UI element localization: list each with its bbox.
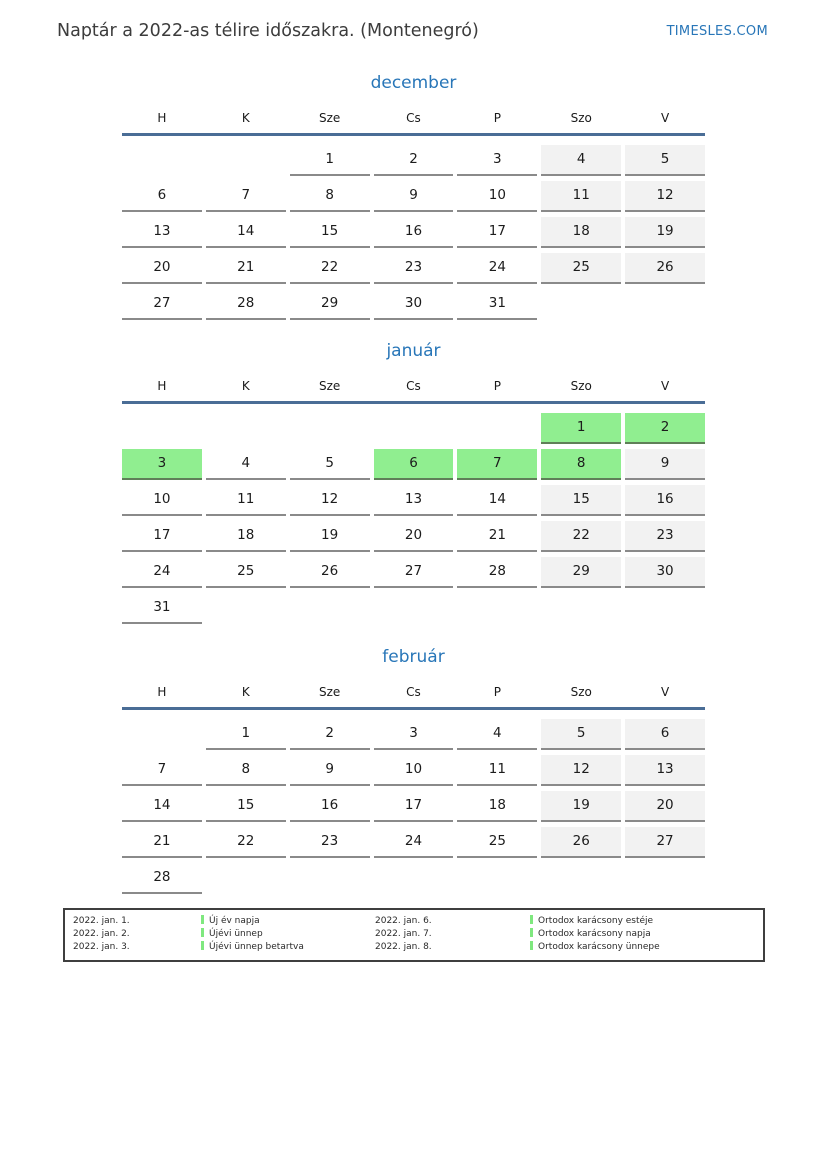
- day-cell: 3: [122, 449, 202, 480]
- day-cell: 15: [290, 217, 370, 248]
- day-cell: 17: [122, 521, 202, 552]
- day-cell: 4: [206, 449, 286, 480]
- day-cell: 11: [457, 755, 537, 786]
- empty-cell: [625, 593, 705, 624]
- weekday-label: K: [241, 111, 250, 125]
- day-cell: 22: [290, 253, 370, 284]
- day-cell: 29: [541, 557, 621, 588]
- weekday-label: Sze: [318, 111, 341, 125]
- holiday-marker-icon: [201, 928, 204, 937]
- day-cell: 24: [374, 827, 454, 858]
- empty-cell: [206, 593, 286, 624]
- day-cell: 2: [374, 145, 454, 176]
- day-cell: 14: [206, 217, 286, 248]
- legend-label-text: Ortodox karácsony estéje: [538, 916, 654, 926]
- day-cell: 30: [374, 289, 454, 320]
- day-cell: 23: [290, 827, 370, 858]
- day-cell: 8: [290, 181, 370, 212]
- day-cell: 12: [625, 181, 705, 212]
- empty-cell: [206, 863, 286, 894]
- weekday-label: P: [493, 379, 501, 393]
- weekday-label: Cs: [406, 685, 421, 699]
- day-cell: 26: [625, 253, 705, 284]
- page-title: Naptár a 2022-as télire időszakra. (Montenegró): [57, 21, 479, 41]
- empty-cell: [374, 593, 454, 624]
- empty-cell: [290, 863, 370, 894]
- weekday-header-row: [122, 111, 705, 136]
- weekday-label: Szo: [570, 111, 592, 125]
- empty-cell: [374, 863, 454, 894]
- day-cell: 31: [457, 289, 537, 320]
- day-cell: 15: [206, 791, 286, 822]
- day-cell: 27: [122, 289, 202, 320]
- day-cell: 13: [374, 485, 454, 516]
- empty-cell: [290, 593, 370, 624]
- weekday-label: V: [660, 111, 670, 125]
- day-cell: 11: [206, 485, 286, 516]
- empty-cell: [457, 863, 537, 894]
- day-cell: 21: [206, 253, 286, 284]
- day-cell: 31: [122, 593, 202, 624]
- day-grid: [122, 719, 705, 894]
- day-cell: 18: [206, 521, 286, 552]
- page-header: [0, 0, 827, 42]
- day-cell: 26: [541, 827, 621, 858]
- day-cell: 1: [290, 145, 370, 176]
- day-cell: 10: [457, 181, 537, 212]
- empty-cell: [290, 413, 370, 444]
- day-cell: 27: [374, 557, 454, 588]
- day-cell: 19: [625, 217, 705, 248]
- day-cell: 14: [122, 791, 202, 822]
- month-title: december: [370, 73, 457, 93]
- day-cell: 5: [290, 449, 370, 480]
- legend-label-text: Újévi ünnep betartva: [209, 941, 304, 952]
- holiday-marker-icon: [530, 941, 533, 950]
- holiday-marker-icon: [530, 915, 533, 924]
- day-cell: 19: [541, 791, 621, 822]
- legend-date: 2022. jan. 7.: [375, 928, 432, 939]
- weekday-label: H: [157, 685, 167, 699]
- day-cell: 10: [122, 485, 202, 516]
- legend-entry: [530, 941, 757, 954]
- day-cell: 3: [457, 145, 537, 176]
- legend-label-text: Ortodox karácsony napja: [538, 928, 651, 939]
- empty-cell: [457, 593, 537, 624]
- day-cell: 6: [374, 449, 454, 480]
- weekday-label: P: [493, 685, 501, 699]
- day-cell: 12: [541, 755, 621, 786]
- day-cell: 23: [625, 521, 705, 552]
- empty-cell: [541, 593, 621, 624]
- day-cell: 2: [290, 719, 370, 750]
- legend-entry: [201, 928, 375, 941]
- day-cell: 27: [625, 827, 705, 858]
- day-grid: [122, 413, 705, 624]
- day-cell: 3: [374, 719, 454, 750]
- holiday-marker-icon: [201, 941, 204, 950]
- day-cell: 14: [457, 485, 537, 516]
- weekday-label: V: [660, 685, 670, 699]
- day-grid: [122, 145, 705, 320]
- weekday-label: Sze: [318, 685, 341, 699]
- weekday-label: V: [660, 379, 670, 393]
- day-cell: 22: [541, 521, 621, 552]
- day-cell: 2: [625, 413, 705, 444]
- month-januar: [122, 340, 705, 624]
- legend-entry: [201, 941, 375, 954]
- empty-cell: [122, 413, 202, 444]
- day-cell: 9: [625, 449, 705, 480]
- day-cell: 18: [541, 217, 621, 248]
- day-cell: 25: [541, 253, 621, 284]
- day-cell: 20: [122, 253, 202, 284]
- legend-date: 2022. jan. 2.: [73, 928, 130, 939]
- day-cell: 7: [457, 449, 537, 480]
- day-cell: 1: [541, 413, 621, 444]
- empty-cell: [541, 863, 621, 894]
- empty-cell: [457, 413, 537, 444]
- day-cell: 22: [206, 827, 286, 858]
- site-link[interactable]: TIMESLES.COM: [666, 24, 768, 39]
- weekday-label: K: [241, 685, 250, 699]
- day-cell: 5: [541, 719, 621, 750]
- day-cell: 13: [625, 755, 705, 786]
- weekday-label: Cs: [406, 379, 421, 393]
- legend-label-text: Ortodox karácsony ünnepe: [538, 941, 660, 952]
- day-cell: 5: [625, 145, 705, 176]
- day-cell: 20: [625, 791, 705, 822]
- day-cell: 4: [541, 145, 621, 176]
- empty-cell: [206, 145, 286, 176]
- day-cell: 4: [457, 719, 537, 750]
- day-cell: 18: [457, 791, 537, 822]
- day-cell: 8: [206, 755, 286, 786]
- weekday-label: P: [493, 111, 501, 125]
- weekday-label: Szo: [570, 685, 592, 699]
- month-title: február: [382, 647, 445, 667]
- day-cell: 11: [541, 181, 621, 212]
- day-cell: 17: [457, 217, 537, 248]
- day-cell: 28: [122, 863, 202, 894]
- day-cell: 16: [290, 791, 370, 822]
- day-cell: 13: [122, 217, 202, 248]
- legend-label-text: Új év napja: [209, 916, 260, 926]
- day-cell: 23: [374, 253, 454, 284]
- day-cell: 28: [206, 289, 286, 320]
- empty-cell: [122, 719, 202, 750]
- day-cell: 16: [374, 217, 454, 248]
- day-cell: 20: [374, 521, 454, 552]
- day-cell: 10: [374, 755, 454, 786]
- weekday-label: H: [157, 111, 167, 125]
- day-cell: 6: [625, 719, 705, 750]
- legend-date: 2022. jan. 3.: [73, 941, 130, 952]
- day-cell: 7: [122, 755, 202, 786]
- day-cell: 1: [206, 719, 286, 750]
- day-cell: 12: [290, 485, 370, 516]
- legend-grid: [73, 915, 757, 953]
- day-cell: 30: [625, 557, 705, 588]
- day-cell: 9: [290, 755, 370, 786]
- months-container: [0, 72, 827, 894]
- legend-label-text: Újévi ünnep: [209, 928, 263, 939]
- day-cell: 15: [541, 485, 621, 516]
- empty-cell: [625, 863, 705, 894]
- empty-cell: [206, 413, 286, 444]
- day-cell: 21: [457, 521, 537, 552]
- month-december: [122, 72, 705, 320]
- day-cell: 24: [457, 253, 537, 284]
- day-cell: 7: [206, 181, 286, 212]
- day-cell: 17: [374, 791, 454, 822]
- legend-entry: [530, 915, 757, 928]
- legend-date: 2022. jan. 1.: [73, 916, 130, 926]
- legend-entry: [201, 915, 375, 928]
- day-cell: 16: [625, 485, 705, 516]
- holiday-marker-icon: [201, 915, 204, 924]
- month-title: január: [386, 341, 441, 361]
- legend-date: 2022. jan. 6.: [375, 916, 432, 926]
- day-cell: 8: [541, 449, 621, 480]
- day-cell: 25: [206, 557, 286, 588]
- empty-cell: [541, 289, 621, 320]
- day-cell: 6: [122, 181, 202, 212]
- legend-entry: [530, 928, 757, 941]
- weekday-label: Szo: [570, 379, 592, 393]
- month-februar: [122, 646, 705, 894]
- day-cell: 24: [122, 557, 202, 588]
- day-cell: 26: [290, 557, 370, 588]
- day-cell: 19: [290, 521, 370, 552]
- day-cell: 9: [374, 181, 454, 212]
- day-cell: 29: [290, 289, 370, 320]
- legend-date: 2022. jan. 8.: [375, 941, 432, 952]
- weekday-label: H: [157, 379, 167, 393]
- empty-cell: [374, 413, 454, 444]
- holiday-marker-icon: [530, 928, 533, 937]
- weekday-label: Cs: [406, 111, 421, 125]
- weekday-label: Sze: [318, 379, 341, 393]
- empty-cell: [122, 145, 202, 176]
- weekday-label: K: [241, 379, 250, 393]
- day-cell: 28: [457, 557, 537, 588]
- weekday-header-row: [122, 685, 705, 710]
- legend-box: [63, 908, 765, 962]
- weekday-header-row: [122, 379, 705, 404]
- empty-cell: [625, 289, 705, 320]
- day-cell: 25: [457, 827, 537, 858]
- day-cell: 21: [122, 827, 202, 858]
